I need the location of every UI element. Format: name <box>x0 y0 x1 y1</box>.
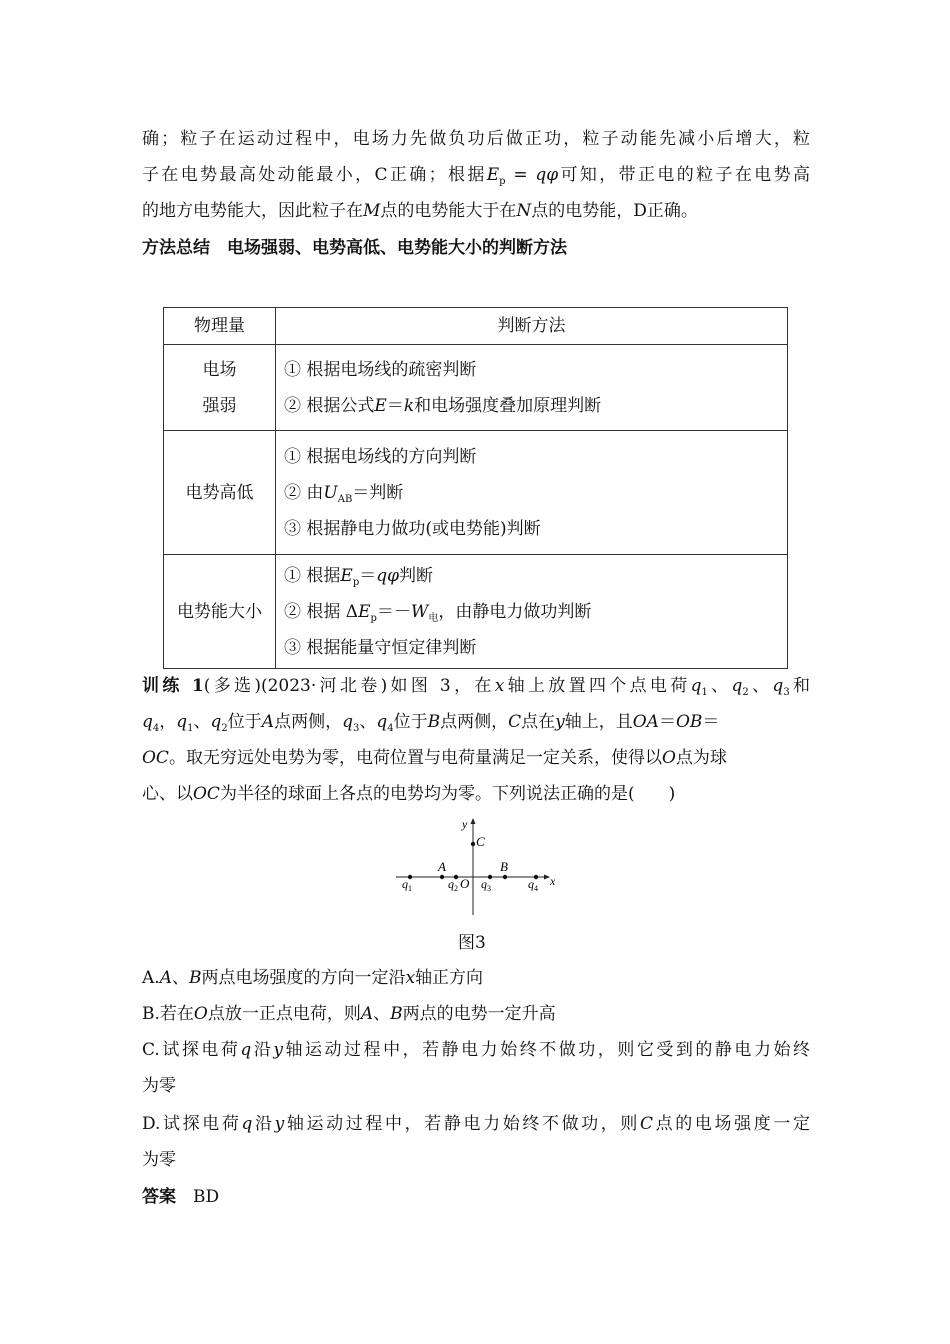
charge-q3 <box>488 875 492 879</box>
charge-q1 <box>408 875 412 879</box>
label-O: O <box>460 876 470 891</box>
label-q4: $q_4$ <box>528 877 538 893</box>
header-method: 判断方法 <box>276 308 788 345</box>
answer-label: 答案 <box>142 1187 176 1207</box>
intro-line-1: 确；粒子在运动过程中，电场力先做负功后做正功，粒子动能先减小后增大，粒 <box>142 129 810 149</box>
method-cell: ① 根据电场线的疏密判断 ② 根据公式E＝k和电场强度叠加原理判断 <box>276 345 788 431</box>
method-summary-heading <box>142 233 567 258</box>
problem-statement <box>142 668 810 812</box>
method-cell: ① 根据$E_p=q\varphi$判断 ② 根据 $\Delta E_p=-W_电$，由静电力做功判断 ③ 根据能量守恒定律判断 <box>276 555 788 669</box>
header-quantity: 物理量 <box>164 308 276 345</box>
problem-line-1: 训练 1(多选)(2023·河北卷)如图 3，在x轴上放置四个点电荷$q_1$、$q_2$、$q_3$和 <box>142 676 811 698</box>
option-b: B.若在O点放一正点电荷，则A、B两点的电势一定升高 <box>142 1004 556 1024</box>
label-y: y <box>462 817 468 831</box>
label-x: x <box>550 874 556 888</box>
intro-line-2: 子在电势最高处动能最小，C正确；根据$E_p = q\varphi$可知，带正电的粒子在电势高 <box>142 165 811 187</box>
label-A: A <box>438 859 446 874</box>
figure-3-diagram <box>392 813 562 918</box>
point-C <box>471 842 475 846</box>
option-d: D.试探电荷q沿y轴运动过程中，若静电力始终不做功，则C点的电场强度一定 为零 <box>142 1114 811 1170</box>
problem-line-2: $q_4$，$q_1$、$q_2$位于A点两侧，$q_3$、$q_4$位于B点两侧，C点在y轴上，且OA＝OB＝ <box>142 712 720 734</box>
method-summary-title: 电场强弱、电势高低、电势能大小的判断方法 <box>227 238 567 258</box>
answer-line <box>142 1179 810 1215</box>
charge-q4 <box>534 875 538 879</box>
answer-value: BD <box>193 1187 220 1207</box>
point-A <box>440 875 444 879</box>
quantity-cell: 电场 强弱 <box>164 345 276 431</box>
method-cell: ① 根据电场线的方向判断 ② 由$U_{AB}=$判断 ③ 根据静电力做功(或电势能)判断 <box>276 431 788 555</box>
option-c: C.试探电荷q沿y轴运动过程中，若静电力始终不做功，则它受到的静电力始终 为零 <box>142 1040 810 1096</box>
point-B <box>503 875 507 879</box>
table-row <box>164 555 788 669</box>
label-B: B <box>500 859 508 874</box>
problem-line-4: 心、以OC为半径的球面上各点的电势均为零。下列说法正确的是( ) <box>142 784 676 804</box>
quantity-cell: 电势能大小 <box>164 555 276 669</box>
problem-line-3: OC。取无穷远处电势为零，电荷位置与电荷量满足一定关系，使得以O点为球 <box>142 748 727 768</box>
label-C: C <box>476 834 485 849</box>
y-axis-arrow <box>471 818 476 824</box>
label-q1: $q_1$ <box>402 877 412 893</box>
figure-caption: 图3 <box>458 933 486 953</box>
method-table <box>163 307 788 669</box>
table-row <box>164 431 788 555</box>
table-header-row <box>164 308 788 345</box>
label-q2: $q_2$ <box>448 877 458 893</box>
problem-label: 训练 1 <box>142 676 204 696</box>
option-a: A.A、B两点电场强度的方向一定沿x轴正方向 <box>142 968 484 988</box>
intro-paragraph <box>142 121 810 229</box>
charge-q2 <box>454 875 458 879</box>
intro-line-3: 的地方电势能大，因此粒子在M点的电势能大于在N点的电势能，D正确。 <box>142 201 698 221</box>
label-q3: $q_3$ <box>481 877 491 893</box>
table-row <box>164 345 788 431</box>
method-summary-label: 方法总结 <box>142 238 210 258</box>
quantity-cell: 电势高低 <box>164 431 276 555</box>
